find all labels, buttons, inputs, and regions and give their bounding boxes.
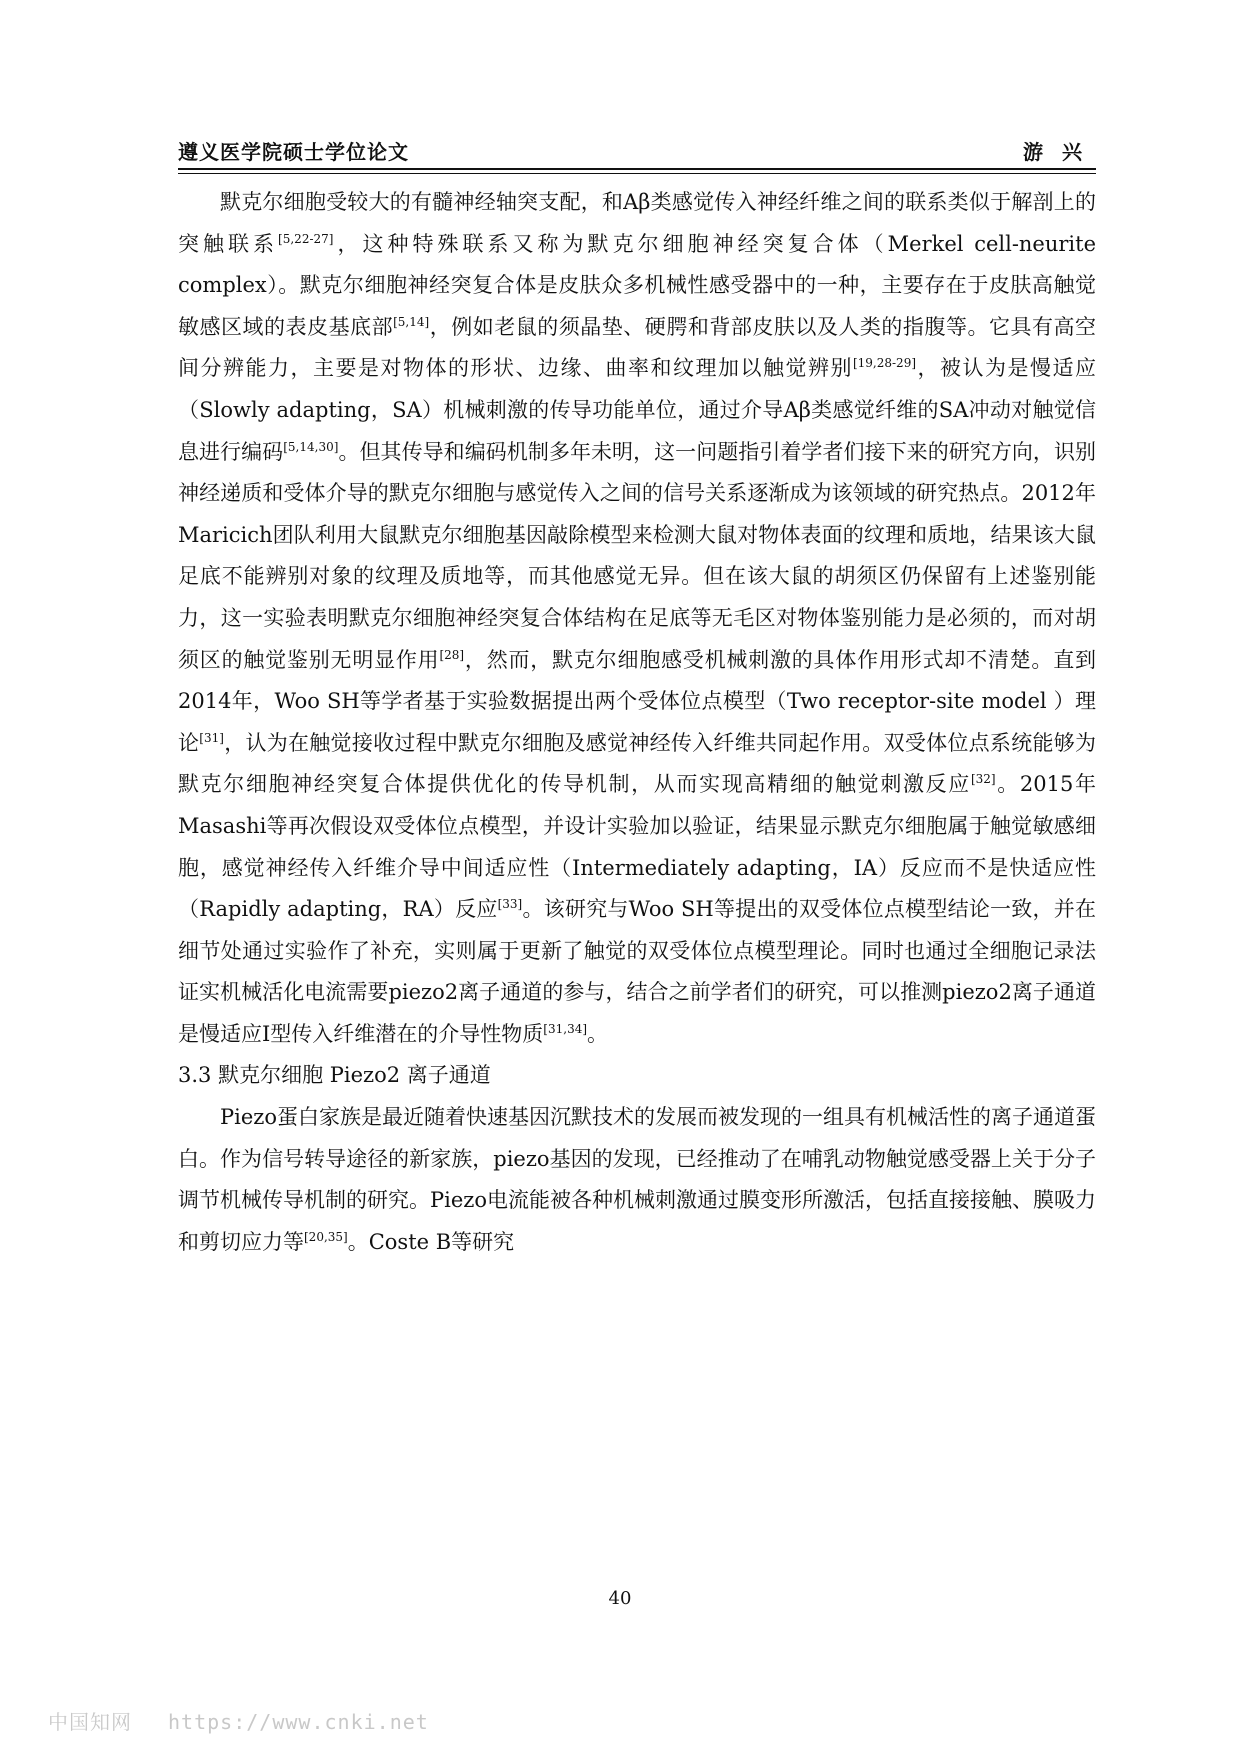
citation-ref: [28] (439, 647, 465, 662)
page-header (178, 130, 1096, 170)
cnki-url: https://www.cnki.net (168, 1710, 429, 1734)
body-text (178, 182, 1096, 1263)
citation-ref: [33] (497, 897, 523, 912)
header-author: 游 兴 (1023, 140, 1088, 164)
header-thesis-title: 遵义医学院硕士学位论文 (178, 140, 409, 164)
citation-ref: [5,14,30] (283, 439, 339, 454)
citation-ref: [31] (199, 730, 224, 745)
paragraph-piezo: Piezo蛋白家族是最近随着快速基因沉默技术的发展而被发现的一组具有机械活性的离子通道蛋白。作为信号转导途径的新家族，piezo基因的发现，已经推动了在哺乳动物触觉感受器上关于分子调节机械传导机制的研究。Piezo电流能被各种机械刺激通过膜变形所激活，包括直接接触、膜吸力和剪切应力等[20,35]。Coste B等研究 (178, 1105, 1096, 1254)
cnki-watermark (48, 1706, 429, 1735)
page-number: 40 (608, 1588, 632, 1609)
citation-ref: [19,28-29] (852, 356, 917, 371)
citation-ref: [32] (970, 772, 996, 787)
citation-ref: [5,22-27] (278, 231, 334, 246)
citation-ref: [20,35] (304, 1229, 348, 1244)
citation-ref: [31,34] (543, 1021, 588, 1036)
cnki-logo-text: 中国知网 (48, 1710, 132, 1734)
paragraph-merkel-cell: 默克尔细胞受较大的有髓神经轴突支配，和Aβ类感觉传入神经纤维之间的联系类似于解剖上的突触联系[5,22-27]，这种特殊联系又称为默克尔细胞神经突复合体（Merkel cell-neurite complex）。默克尔细胞神经突复合体是皮肤众多机械性感受器中的一种，主要存在于皮肤高触觉敏感区域的表皮基底部[5,14]，例如老鼠的须晶垫、硬腭和背部皮肤以及人类的指腹等。它具有高空间分辨能力，主要是对物体的形状、边缘、曲率和纹理加以触觉辨别[19,28-29]，被认为是慢适应（Slowly adapting，SA）机械刺激的传导功能单位，通过介导Aβ类感觉纤维的SA冲动对触觉信息进行编码[5,14,30]。但其传导和编码机制多年未明，这一问题指引着学者们接下来的研究方向，识别神经递质和受体介导的默克尔细胞与感觉传入之间的信号关系逐渐成为该领域的研究热点。2012年Maricich团队利用大鼠默克尔细胞基因敲除模型来检测大鼠对物体表面的纹理和质地，结果该大鼠足底不能辨别对象的纹理及质地等，而其他感觉无异。但在该大鼠的胡须区仍保留有上述鉴别能力，这一实验表明默克尔细胞神经突复合体结构在足底等无毛区对物体鉴别能力是必须的，而对胡须区的触觉鉴别无明显作用[28]，然而，默克尔细胞感受机械刺激的具体作用形式却不清楚。直到2014年，Woo SH等学者基于实验数据提出两个受体位点模型（Two receptor-site model ）理论[31]，认为在触觉接收过程中默克尔细胞及感觉神经传入纤维共同起作用。双受体位点系统能够为默克尔细胞神经突复合体提供优化的传导机制，从而实现高精细的触觉刺激反应[32]。2015年Masashi等再次假设双受体位点模型，并设计实验加以验证，结果显示默克尔细胞属于触觉敏感细胞，感觉神经传入纤维介导中间适应性（Intermediately adapting，IA）反应而不是快适应性（Rapidly adapting，RA）反应[33]。该研究与Woo SH等提出的双受体位点模型结论一致，并在细节处通过实验作了补充，实则属于更新了触觉的双受体位点模型理论。同时也通过全细胞记录法证实机械活化电流需要piezo2离子通道的参与，结合之前学者们的研究，可以推测piezo2离子通道是慢适应I型传入纤维潜在的介导性物质[31,34]。 (178, 190, 1097, 1046)
section-heading: 3.3 默克尔细胞 Piezo2 离子通道 (178, 1063, 491, 1088)
citation-ref: [5,14] (393, 314, 430, 329)
